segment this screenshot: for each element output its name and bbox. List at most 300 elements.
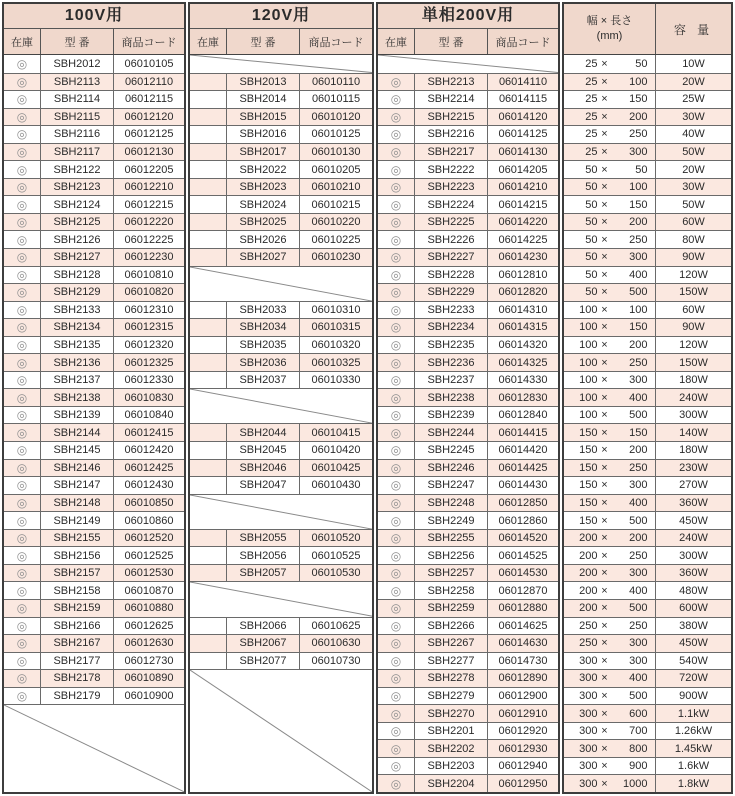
product-code-cell: 06014630 [498, 637, 548, 650]
stock-cell [190, 618, 227, 635]
stock-cell [4, 442, 41, 459]
in-stock-icon: ◎ [16, 355, 28, 370]
size-cell [564, 653, 656, 670]
product-code-cell: 06010210 [311, 181, 361, 194]
model-number-cell: SBH2256 [415, 547, 488, 564]
size-cell [564, 249, 656, 266]
capacity-cell: 300W [679, 409, 708, 422]
product-code-cell: 06010860 [124, 514, 174, 527]
product-code-cell: 06010820 [124, 286, 174, 299]
stock-cell [4, 196, 41, 213]
product-code-cell: 06014425 [498, 461, 548, 474]
model-number-cell: SBH2067 [227, 635, 300, 652]
model-column-header: 型 番 [227, 29, 300, 54]
stock-cell [378, 302, 415, 319]
table-row [378, 652, 558, 670]
product-code-cell: 06012910 [498, 707, 548, 720]
model-number-cell: SBH2056 [227, 547, 300, 564]
table-row [4, 511, 184, 529]
in-stock-icon: ◎ [390, 688, 402, 703]
table-row [564, 529, 731, 547]
capacity-cell: 1.6kW [677, 760, 710, 773]
table-row [190, 476, 372, 494]
size-cell [564, 55, 656, 73]
empty-cell-diagonal [190, 669, 372, 792]
stock-cell [378, 740, 415, 757]
size-cell [564, 74, 656, 91]
model-number-cell: SBH2144 [41, 424, 114, 441]
product-code-cell: 06014220 [498, 216, 548, 229]
stock-cell [4, 477, 41, 494]
stock-cell [378, 600, 415, 617]
model-number-cell: SBH2134 [41, 319, 114, 336]
stock-cell [4, 144, 41, 161]
size-cell [564, 688, 656, 705]
column-headers-120v [190, 29, 372, 55]
product-code-cell: 06010630 [311, 637, 361, 650]
table-row [378, 178, 558, 196]
size-value: 300 × 500 [579, 689, 648, 702]
stock-cell [190, 196, 227, 213]
in-stock-icon: ◎ [390, 197, 402, 212]
product-code-cell: 06012415 [124, 426, 174, 439]
product-code-cell: 06010130 [311, 146, 361, 158]
stock-cell [378, 126, 415, 143]
capacity-cell: 900W [679, 689, 708, 702]
table-row [4, 564, 184, 582]
model-number-cell: SBH2177 [41, 653, 114, 670]
product-code-cell: 06012940 [498, 760, 548, 773]
table-row [378, 722, 558, 740]
size-cell [564, 582, 656, 599]
table-row [564, 108, 731, 126]
table-row [4, 371, 184, 389]
table-row [564, 564, 731, 582]
model-number-cell: SBH2115 [41, 109, 114, 126]
stock-column-header: 在庫 [190, 29, 227, 54]
capacity-cell: 180W [679, 444, 708, 457]
table-row [378, 406, 558, 424]
capacity-cell: 240W [679, 532, 708, 545]
size-value: 25 × 300 [585, 146, 648, 158]
diagonal-slash-icon [190, 582, 372, 616]
stock-cell [4, 354, 41, 371]
table-row [190, 125, 372, 143]
in-stock-icon: ◎ [16, 495, 28, 510]
product-code-cell: 06014130 [498, 146, 548, 158]
product-code-cell: 06012625 [124, 619, 174, 632]
model-number-cell: SBH2214 [415, 91, 488, 108]
model-number-cell: SBH2179 [41, 688, 114, 705]
size-value: 50 × 100 [585, 181, 648, 194]
model-number-cell: SBH2233 [415, 302, 488, 319]
table-row [564, 73, 731, 91]
product-code-cell: 06010330 [311, 374, 361, 387]
stock-cell [378, 547, 415, 564]
in-stock-icon: ◎ [16, 267, 28, 282]
section-body-100v [4, 55, 184, 792]
stock-cell [190, 442, 227, 459]
in-stock-icon: ◎ [16, 232, 28, 247]
in-stock-icon: ◎ [390, 460, 402, 475]
size-value: 200 × 200 [579, 532, 648, 545]
size-value: 200 × 400 [579, 584, 648, 597]
product-code-cell: 06010125 [311, 128, 361, 141]
in-stock-icon: ◎ [16, 74, 28, 89]
model-number-cell: SBH2203 [415, 758, 488, 775]
product-code-cell: 06010870 [124, 584, 174, 597]
table-row [4, 125, 184, 143]
product-code-cell: 06014530 [498, 567, 548, 580]
product-code-cell: 06012115 [124, 93, 174, 106]
size-cell [564, 144, 656, 161]
stock-cell [378, 635, 415, 652]
table-row [378, 230, 558, 248]
stock-cell [378, 354, 415, 371]
size-cell [564, 407, 656, 424]
product-code-cell: 06012220 [124, 216, 174, 229]
product-code-cell: 06014215 [498, 198, 548, 211]
table-row [4, 388, 184, 406]
product-code-cell: 06012520 [124, 532, 174, 545]
in-stock-icon: ◎ [390, 425, 402, 440]
section-title-200v: 単相200V用 [378, 4, 558, 29]
capacity-cell: 1.8kW [677, 777, 710, 790]
model-number-cell: SBH2215 [415, 109, 488, 126]
section-size-capacity [562, 2, 733, 794]
table-row [190, 73, 372, 91]
section-title-120v: 120V用 [190, 4, 372, 29]
table-row [564, 318, 731, 336]
stock-cell [190, 144, 227, 161]
diagonal-slash-icon [190, 495, 372, 529]
table-row [4, 336, 184, 354]
size-value: 50 × 150 [585, 198, 648, 211]
capacity-cell: 1.45kW [674, 742, 713, 755]
model-number-cell: SBH2014 [227, 91, 300, 108]
in-stock-icon: ◎ [390, 566, 402, 581]
table-row [378, 388, 558, 406]
model-number-cell: SBH2146 [41, 460, 114, 477]
size-cell [564, 337, 656, 354]
product-code-cell: 06012630 [124, 637, 174, 650]
table-row [190, 230, 372, 248]
table-row [564, 178, 731, 196]
product-code-cell: 06010520 [311, 532, 361, 545]
in-stock-icon: ◎ [16, 601, 28, 616]
product-code-cell: 06012890 [498, 672, 548, 685]
model-number-cell: SBH2124 [41, 196, 114, 213]
capacity-cell: 360W [679, 567, 708, 580]
product-code-cell: 06012210 [124, 181, 174, 194]
in-stock-icon: ◎ [16, 180, 28, 195]
table-row [4, 459, 184, 477]
table-row [564, 687, 731, 705]
product-code-cell: 06010310 [311, 303, 361, 316]
size-value: 150 × 500 [579, 514, 648, 527]
table-row [564, 617, 731, 635]
table-row [190, 423, 372, 441]
stock-cell [190, 161, 227, 178]
size-capacity-headers [564, 4, 731, 55]
stock-cell [378, 284, 415, 301]
model-number-cell: SBH2129 [41, 284, 114, 301]
table-row [190, 441, 372, 459]
in-stock-icon: ◎ [16, 56, 28, 71]
size-cell [564, 196, 656, 213]
product-code-cell: 06012230 [124, 251, 174, 264]
stock-cell [378, 618, 415, 635]
model-number-cell: SBH2037 [227, 372, 300, 389]
in-stock-icon: ◎ [16, 688, 28, 703]
product-code-cell: 06014520 [498, 532, 548, 545]
code-column-header: 商品コード [495, 36, 551, 49]
product-code-cell: 06010120 [311, 110, 361, 123]
capacity-cell: 150W [679, 286, 708, 299]
capacity-cell: 450W [679, 514, 708, 527]
stock-cell [4, 530, 41, 547]
stock-cell [378, 775, 415, 792]
capacity-cell: 600W [679, 602, 708, 615]
table-row [564, 581, 731, 599]
model-number-cell: SBH2204 [415, 775, 488, 792]
table-row [378, 599, 558, 617]
in-stock-icon: ◎ [16, 302, 28, 317]
stock-cell [4, 600, 41, 617]
size-value: 50 × 250 [585, 233, 648, 246]
product-code-cell: 06010625 [311, 619, 361, 632]
table-row [378, 90, 558, 108]
product-code-cell: 06010215 [311, 198, 361, 211]
in-stock-icon: ◎ [390, 706, 402, 721]
table-row [190, 301, 372, 319]
model-number-cell: SBH2155 [41, 530, 114, 547]
model-number-cell: SBH2238 [415, 389, 488, 406]
table-row [378, 160, 558, 178]
size-cell [564, 161, 656, 178]
size-cell [564, 530, 656, 547]
table-row [4, 406, 184, 424]
table-row [378, 757, 558, 775]
stock-cell [4, 460, 41, 477]
table-row [4, 108, 184, 126]
model-number-cell: SBH2033 [227, 302, 300, 319]
table-row [190, 90, 372, 108]
capacity-cell: 30W [682, 110, 705, 123]
model-number-cell: SBH2147 [41, 477, 114, 494]
size-value: 50 × 50 [585, 163, 648, 176]
model-number-cell: SBH2228 [415, 267, 488, 284]
size-value: 50 × 200 [585, 216, 648, 229]
in-stock-icon: ◎ [390, 338, 402, 353]
table-row [4, 617, 184, 635]
stock-cell [378, 512, 415, 529]
table-row [190, 459, 372, 477]
in-stock-icon: ◎ [390, 302, 402, 317]
model-number-cell: SBH2012 [41, 55, 114, 73]
table-row [4, 213, 184, 231]
table-row [564, 476, 731, 494]
stock-cell [190, 565, 227, 582]
in-stock-icon: ◎ [16, 618, 28, 633]
size-cell [564, 547, 656, 564]
section-body-200v [378, 55, 558, 792]
section-100v [2, 2, 186, 794]
table-row [4, 687, 184, 705]
product-code-cell: 06010415 [311, 426, 361, 439]
table-row [378, 546, 558, 564]
stock-cell [190, 530, 227, 547]
model-number-cell: SBH2166 [41, 618, 114, 635]
size-cell [564, 758, 656, 775]
table-row [4, 143, 184, 161]
model-number-cell: SBH2047 [227, 477, 300, 494]
in-stock-icon: ◎ [390, 741, 402, 756]
table-row [4, 283, 184, 301]
model-number-cell: SBH2201 [415, 723, 488, 740]
model-number-cell: SBH2013 [227, 74, 300, 91]
model-number-cell: SBH2259 [415, 600, 488, 617]
capacity-cell: 360W [679, 496, 708, 509]
size-cell [564, 319, 656, 336]
table-row [190, 143, 372, 161]
stock-cell [4, 670, 41, 687]
stock-cell [378, 337, 415, 354]
table-row [564, 55, 731, 73]
product-code-cell: 06010230 [311, 251, 361, 264]
size-cell [564, 670, 656, 687]
in-stock-icon: ◎ [390, 109, 402, 124]
stock-cell [378, 442, 415, 459]
capacity-cell: 50W [682, 146, 705, 158]
product-code-cell: 06012820 [498, 286, 548, 299]
product-code-cell: 06010220 [311, 216, 361, 229]
size-cell [564, 618, 656, 635]
in-stock-icon: ◎ [390, 759, 402, 774]
diagonal-slash-icon [190, 55, 372, 73]
stock-cell [4, 319, 41, 336]
table-row [378, 459, 558, 477]
product-code-cell: 06012900 [498, 689, 548, 702]
product-code-cell: 06012325 [124, 356, 174, 369]
size-cell [564, 424, 656, 441]
model-number-cell: SBH2055 [227, 530, 300, 547]
table-row [378, 248, 558, 266]
stock-cell [190, 74, 227, 91]
model-number-cell: SBH2237 [415, 372, 488, 389]
model-number-cell: SBH2025 [227, 214, 300, 231]
code-column-header: 商品コード [308, 36, 364, 49]
product-code-cell: 06012330 [124, 374, 174, 387]
stock-cell [4, 547, 41, 564]
table-row [564, 90, 731, 108]
product-code-cell: 06010850 [124, 496, 174, 509]
size-value: 150 × 300 [579, 479, 648, 492]
model-number-cell: SBH2235 [415, 337, 488, 354]
section-body-120v [190, 55, 372, 792]
table-row [564, 388, 731, 406]
table-row [190, 353, 372, 371]
column-headers-200v [378, 29, 558, 55]
table-row [378, 529, 558, 547]
product-code-cell: 06014320 [498, 339, 548, 352]
table-row [564, 248, 731, 266]
table-row [378, 283, 558, 301]
table-row [564, 143, 731, 161]
model-number-cell: SBH2057 [227, 565, 300, 582]
table-row [4, 178, 184, 196]
model-number-cell: SBH2136 [41, 354, 114, 371]
product-code-cell: 06014415 [498, 426, 548, 439]
capacity-cell: 540W [679, 654, 708, 667]
table-row [564, 669, 731, 687]
in-stock-icon: ◎ [16, 145, 28, 159]
model-number-cell: SBH2227 [415, 249, 488, 266]
in-stock-icon: ◎ [16, 373, 28, 388]
product-code-cell: 06014230 [498, 251, 548, 264]
model-number-cell: SBH2244 [415, 424, 488, 441]
section-200v [376, 2, 560, 794]
stock-cell [190, 653, 227, 670]
size-value: 50 × 300 [585, 251, 648, 264]
stock-cell [378, 179, 415, 196]
table-row [4, 634, 184, 652]
table-row [4, 266, 184, 284]
model-number-cell: SBH2027 [227, 249, 300, 266]
model-number-cell: SBH2128 [41, 267, 114, 284]
in-stock-icon: ◎ [390, 618, 402, 633]
code-column-header: 商品コード [121, 36, 177, 49]
model-number-cell: SBH2044 [227, 424, 300, 441]
stock-cell [378, 670, 415, 687]
product-code-cell: 06012530 [124, 567, 174, 580]
capacity-cell: 450W [679, 637, 708, 650]
table-row [564, 406, 731, 424]
model-number-cell: SBH2125 [41, 214, 114, 231]
in-stock-icon: ◎ [16, 425, 28, 440]
product-code-cell: 06012930 [498, 742, 548, 755]
size-value: 300 × 700 [579, 725, 648, 738]
stock-cell [4, 109, 41, 126]
in-stock-icon: ◎ [16, 583, 28, 598]
table-row [4, 90, 184, 108]
product-code-cell: 06014225 [498, 233, 548, 246]
product-code-cell: 06014625 [498, 619, 548, 632]
product-code-cell: 06010115 [311, 93, 361, 106]
in-stock-icon: ◎ [16, 127, 28, 142]
in-stock-icon: ◎ [390, 531, 402, 546]
stock-cell [190, 635, 227, 652]
table-row [4, 581, 184, 599]
diagonal-slash-icon [190, 389, 372, 423]
model-number-cell: SBH2245 [415, 442, 488, 459]
size-value: 25 × 50 [585, 57, 648, 70]
in-stock-icon: ◎ [390, 74, 402, 89]
size-cell [564, 635, 656, 652]
capacity-cell: 25W [682, 93, 705, 106]
table-row [378, 108, 558, 126]
table-row [378, 266, 558, 284]
empty-cell-diagonal [190, 266, 372, 301]
in-stock-icon: ◎ [16, 320, 28, 335]
capacity-cell: 230W [679, 461, 708, 474]
capacity-cell: 10W [682, 57, 705, 70]
in-stock-icon: ◎ [390, 548, 402, 563]
table-row [4, 301, 184, 319]
capacity-cell: 50W [682, 198, 705, 211]
stock-cell [378, 582, 415, 599]
table-row [4, 423, 184, 441]
